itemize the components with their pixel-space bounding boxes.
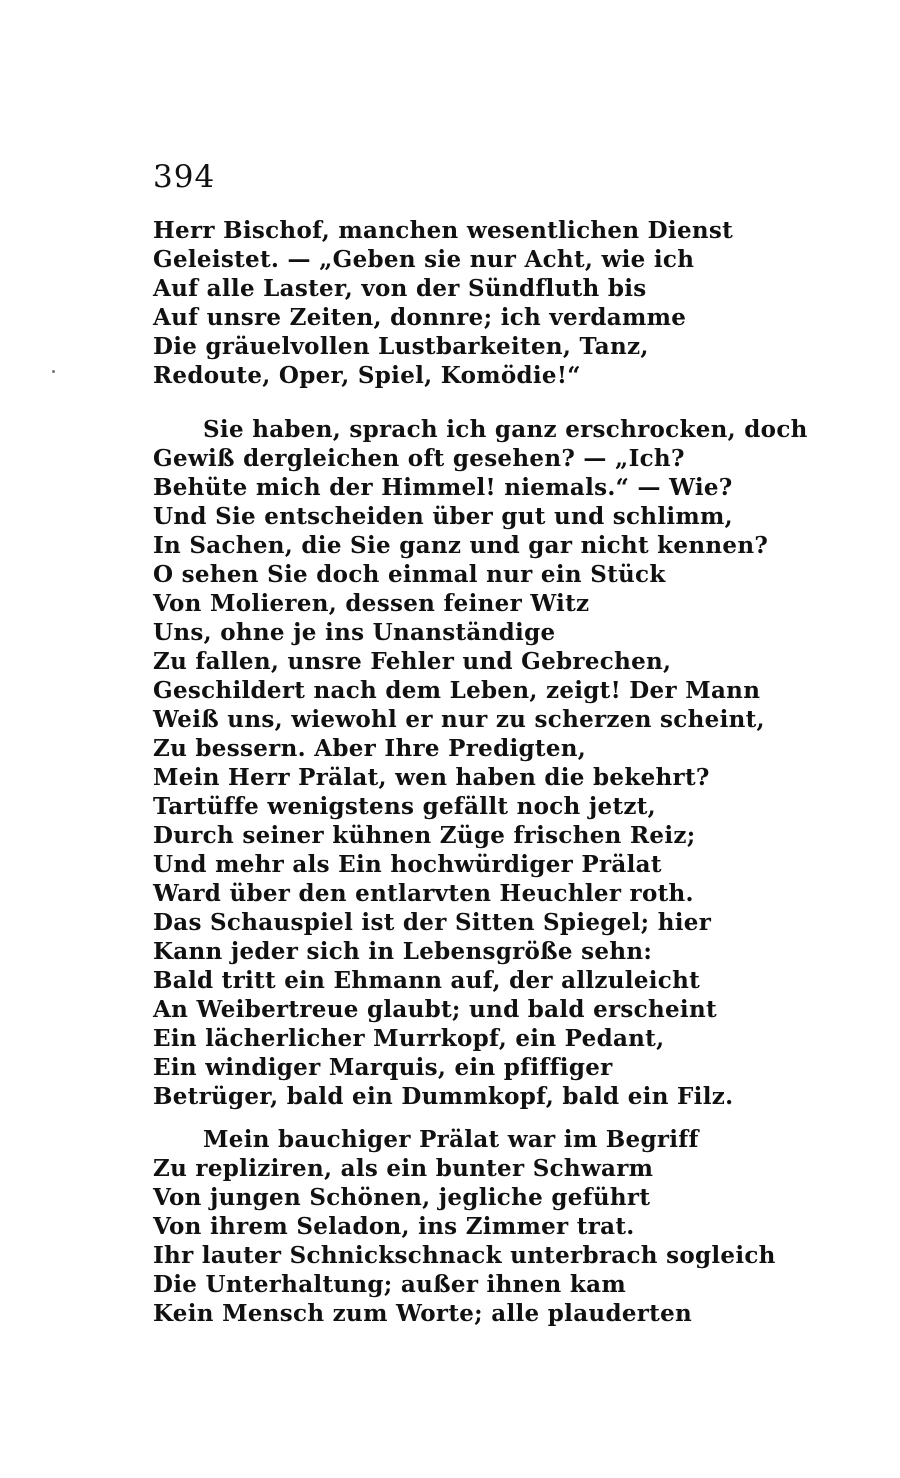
verse-line: An Weibertreue glaubt; und bald erscheint [153, 996, 717, 1023]
verse-line: Ein windiger Marquis, ein pfiffiger [153, 1054, 613, 1081]
verse-line: Von jungen Schönen, jegliche geführt [153, 1184, 651, 1211]
margin-speck [52, 370, 55, 373]
verse-line: Durch seiner kühnen Züge frischen Reiz; [153, 822, 696, 849]
verse-line: Tartüffe wenigstens gefällt noch jetzt, [153, 793, 656, 820]
verse-line: Ward über den entlarvten Heuchler roth. [153, 880, 694, 907]
verse-line: Behüte mich der Himmel! niemals.“ — Wie? [153, 474, 733, 501]
verse-line: Zu fallen, unsre Fehler und Gebrechen, [153, 648, 672, 675]
verse-line: Kann jeder sich in Lebensgröße sehn: [153, 938, 653, 965]
page-number: 394 [153, 159, 216, 195]
verse-line: Geschildert nach dem Leben, zeigt! Der Mann [153, 677, 761, 704]
verse-line: In Sachen, die Sie ganz und gar nicht kennen? [153, 532, 769, 559]
verse-line: Und mehr als Ein hochwürdiger Prälat [153, 851, 662, 878]
verse-line: Von ihrem Seladon, ins Zimmer trat. [153, 1213, 635, 1240]
verse-line: Bald tritt ein Ehmann auf, der allzuleicht [153, 967, 701, 994]
verse-line: Das Schauspiel ist der Sitten Spiegel; hier [153, 909, 712, 936]
verse-line: Weiß uns, wiewohl er nur zu scherzen scheint, [153, 706, 765, 733]
verse-line: Ein lächerlicher Murrkopf, ein Pedant, [153, 1025, 665, 1052]
verse-line: Redoute, Oper, Spiel, Komödie!“ [153, 362, 581, 389]
verse-line: Die Unterhaltung; außer ihnen kam [153, 1271, 626, 1298]
verse-line: Auf unsre Zeiten, donnre; ich verdamme [153, 304, 687, 331]
verse-line: O sehen Sie doch einmal nur ein Stück [153, 561, 666, 588]
verse-line: Und Sie entscheiden über gut und schlimm, [153, 503, 733, 530]
verse-line: Die gräuelvollen Lustbarkeiten, Tanz, [153, 333, 649, 360]
verse-line: Herr Bischof, manchen wesentlichen Dienst [153, 217, 734, 244]
verse-line: Gewiß dergleichen oft gesehen? — „Ich? [153, 445, 685, 472]
verse-line: Betrüger, bald ein Dummkopf, bald ein Filz. [153, 1083, 734, 1110]
verse-line: Sie haben, sprach ich ganz erschrocken, doch [203, 416, 808, 443]
verse-line: Zu bessern. Aber Ihre Predigten, [153, 735, 587, 762]
verse-line: Uns, ohne je ins Unanständige [153, 619, 556, 646]
verse-line: Mein bauchiger Prälat war im Begriff [203, 1126, 699, 1153]
verse-line: Von Molieren, dessen feiner Witz [153, 590, 590, 617]
verse-line: Zu repliziren, als ein bunter Schwarm [153, 1155, 654, 1182]
verse-line: Kein Mensch zum Worte; alle plauderten [153, 1300, 693, 1327]
stanza-3 [153, 1125, 776, 1328]
verse-line: Mein Herr Prälat, wen haben die bekehrt? [153, 764, 710, 791]
stanza-2 [153, 415, 808, 1111]
verse-line: Auf alle Laster, von der Sündfluth bis [153, 275, 647, 302]
verse-line: Geleistet. — „Geben sie nur Acht, wie ich [153, 246, 695, 273]
verse-line: Ihr lauter Schnickschnack unterbrach sogleich [153, 1242, 776, 1269]
stanza-1 [153, 216, 753, 390]
